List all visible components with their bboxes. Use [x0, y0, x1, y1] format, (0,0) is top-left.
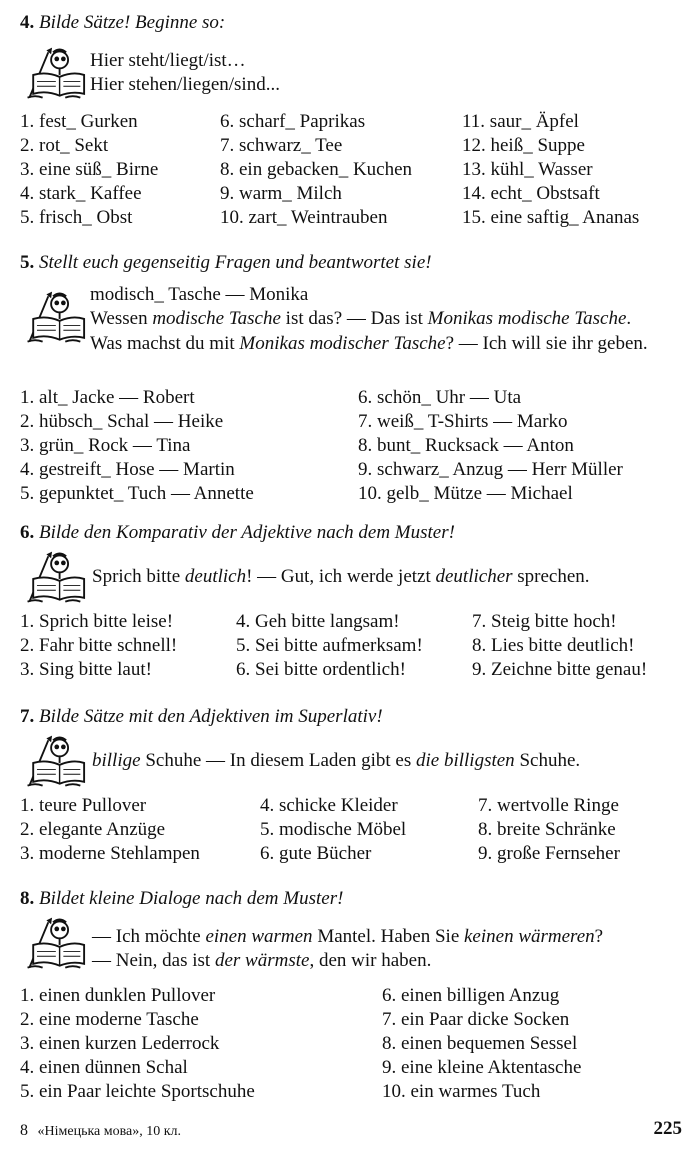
list-item: 4. einen dünnen Schal — [20, 1057, 188, 1078]
list-item: 1. Sprich bitte leise! — [20, 611, 174, 632]
list-item: 10. ein warmes Tuch — [382, 1081, 541, 1102]
list-item: 1. fest_ Gurken — [20, 111, 138, 132]
list-item: 1. teure Pullover — [20, 795, 147, 816]
item-column — [220, 110, 412, 230]
list-item: 7. wertvolle Ringe — [478, 795, 619, 816]
list-item: 6. scharf_ Paprikas — [220, 111, 366, 132]
item-column — [462, 110, 639, 230]
exercise-number: 5. — [20, 252, 35, 273]
item-column — [382, 984, 581, 1104]
item-column — [20, 386, 254, 506]
list-item: 9. Zeichne bitte genau! — [472, 659, 648, 680]
list-item: 7. ein Paar dicke Socken — [382, 1009, 570, 1030]
item-column — [260, 794, 406, 866]
exercise-number: 4. — [20, 12, 35, 33]
signature-number: 8 — [20, 1122, 28, 1139]
example-block — [20, 916, 690, 976]
exercise-instruction: Bilde Sätze! Beginne so: — [39, 12, 226, 33]
example-line: Sprich bitte deutlich! — Gut, ich werde jetzt deutlicher sprechen. — [92, 566, 590, 587]
item-column — [20, 794, 200, 866]
list-item: 4. gestreift_ Hose — Martin — [20, 459, 235, 480]
list-item: 6. Sei bitte ordentlich! — [236, 659, 406, 680]
example-block — [20, 550, 690, 606]
example-line: Hier stehen/liegen/sind... — [90, 74, 280, 95]
list-item: 9. warm_ Milch — [220, 183, 342, 204]
reading-figure-icon — [20, 916, 86, 972]
example-line: Wessen modische Tasche ist das? — Das ist Monikas modische Tasche. — [90, 308, 632, 329]
list-item: 5. ein Paar leichte Sportschuhe — [20, 1081, 255, 1102]
reading-figure-icon — [20, 46, 86, 102]
exercise-instruction: Bilde Sätze mit den Adjektiven im Superlativ! — [39, 706, 383, 727]
list-item: 5. frisch_ Obst — [20, 207, 133, 228]
list-item: 2. rot_ Sekt — [20, 135, 109, 156]
list-item: 3. Sing bitte laut! — [20, 659, 152, 680]
list-item: 10. zart_ Weintrauben — [220, 207, 388, 228]
exercise-instruction: Bildet kleine Dialoge nach dem Muster! — [39, 888, 344, 909]
list-item: 8. breite Schränke — [478, 819, 616, 840]
example-line: Was machst du mit Monikas modischer Tasche? — Ich will sie ihr geben. — [90, 333, 648, 354]
list-item: 9. eine kleine Aktentasche — [382, 1057, 582, 1078]
list-item: 2. hübsch_ Schal — Heike — [20, 411, 224, 432]
list-item: 10. gelb_ Mütze — Michael — [358, 483, 573, 504]
list-item: 4. Geh bitte langsam! — [236, 611, 400, 632]
list-item: 9. schwarz_ Anzug — Herr Müller — [358, 459, 623, 480]
list-item: 12. heiß_ Suppe — [462, 135, 585, 156]
list-item: 8. ein gebacken_ Kuchen — [220, 159, 413, 180]
list-item: 9. große Fernseher — [478, 843, 620, 864]
list-item: 4. stark_ Kaffee — [20, 183, 142, 204]
list-item: 7. schwarz_ Tee — [220, 135, 343, 156]
exercise-number: 8. — [20, 888, 35, 909]
list-item: 8. Lies bitte deutlich! — [472, 635, 635, 656]
book-title: «Німецька мова», 10 кл. — [37, 1124, 182, 1139]
exercise-title — [20, 522, 455, 544]
exercise-number: 6. — [20, 522, 35, 543]
list-item: 3. moderne Stehlampen — [20, 843, 200, 864]
list-item: 4. schicke Kleider — [260, 795, 398, 816]
item-column — [20, 110, 158, 230]
list-item: 6. einen billigen Anzug — [382, 985, 560, 1006]
example-block — [20, 284, 690, 380]
reading-figure-icon — [20, 290, 86, 346]
example-line: Hier steht/liegt/ist… — [90, 50, 246, 71]
list-item: 2. eine moderne Tasche — [20, 1009, 199, 1030]
list-item: 2. elegante Anzüge — [20, 819, 166, 840]
exercise-title — [20, 252, 432, 274]
list-item: 5. Sei bitte aufmerksam! — [236, 635, 423, 656]
list-item: 6. gute Bücher — [260, 843, 372, 864]
list-item: 3. eine süß_ Birne — [20, 159, 159, 180]
exercise-number: 7. — [20, 706, 35, 727]
exercise-instruction: Stellt euch gegenseitig Fragen und beantwortet sie! — [39, 252, 432, 273]
list-item: 14. echt_ Obstsaft — [462, 183, 600, 204]
example-line: billige Schuhe — In diesem Laden gibt es die billigsten Schuhe. — [92, 750, 581, 771]
example-line: — Ich möchte einen warmen Mantel. Haben Sie keinen wärmeren? — [92, 926, 604, 947]
footer-signature — [20, 1122, 181, 1140]
list-item: 5. gepunktet_ Tuch — Annette — [20, 483, 254, 504]
list-item: 2. Fahr bitte schnell! — [20, 635, 178, 656]
example-block — [20, 734, 690, 790]
example-line: modisch_ Tasche — Monika — [90, 284, 309, 305]
item-column — [236, 610, 423, 682]
list-item: 8. einen bequemen Sessel — [382, 1033, 578, 1054]
list-item: 3. einen kurzen Lederrock — [20, 1033, 220, 1054]
list-item: 8. bunt_ Rucksack — Anton — [358, 435, 574, 456]
item-column — [20, 984, 255, 1104]
list-item: 11. saur_ Äpfel — [462, 111, 579, 132]
list-item: 1. alt_ Jacke — Robert — [20, 387, 195, 408]
exercise-title — [20, 888, 343, 910]
page-number: 225 — [653, 1118, 682, 1139]
exercise-title — [20, 12, 225, 34]
reading-figure-icon — [20, 550, 86, 606]
example-line: — Nein, das ist der wärmste, den wir haben. — [92, 950, 432, 971]
list-item: 7. weiß_ T-Shirts — Marko — [358, 411, 568, 432]
list-item: 5. modische Möbel — [260, 819, 407, 840]
example-block — [20, 46, 690, 106]
item-column — [472, 610, 647, 682]
exercise-title — [20, 706, 383, 728]
list-item: 3. grün_ Rock — Tina — [20, 435, 191, 456]
list-item: 7. Steig bitte hoch! — [472, 611, 617, 632]
reading-figure-icon — [20, 734, 86, 790]
list-item: 15. eine saftig_ Ananas — [462, 207, 640, 228]
list-item: 13. kühl_ Wasser — [462, 159, 593, 180]
list-item: 6. schön_ Uhr — Uta — [358, 387, 522, 408]
list-item: 1. einen dunklen Pullover — [20, 985, 216, 1006]
item-column — [478, 794, 620, 866]
item-column — [20, 610, 177, 682]
item-column — [358, 386, 623, 506]
exercise-instruction: Bilde den Komparativ der Adjektive nach dem Muster! — [39, 522, 455, 543]
